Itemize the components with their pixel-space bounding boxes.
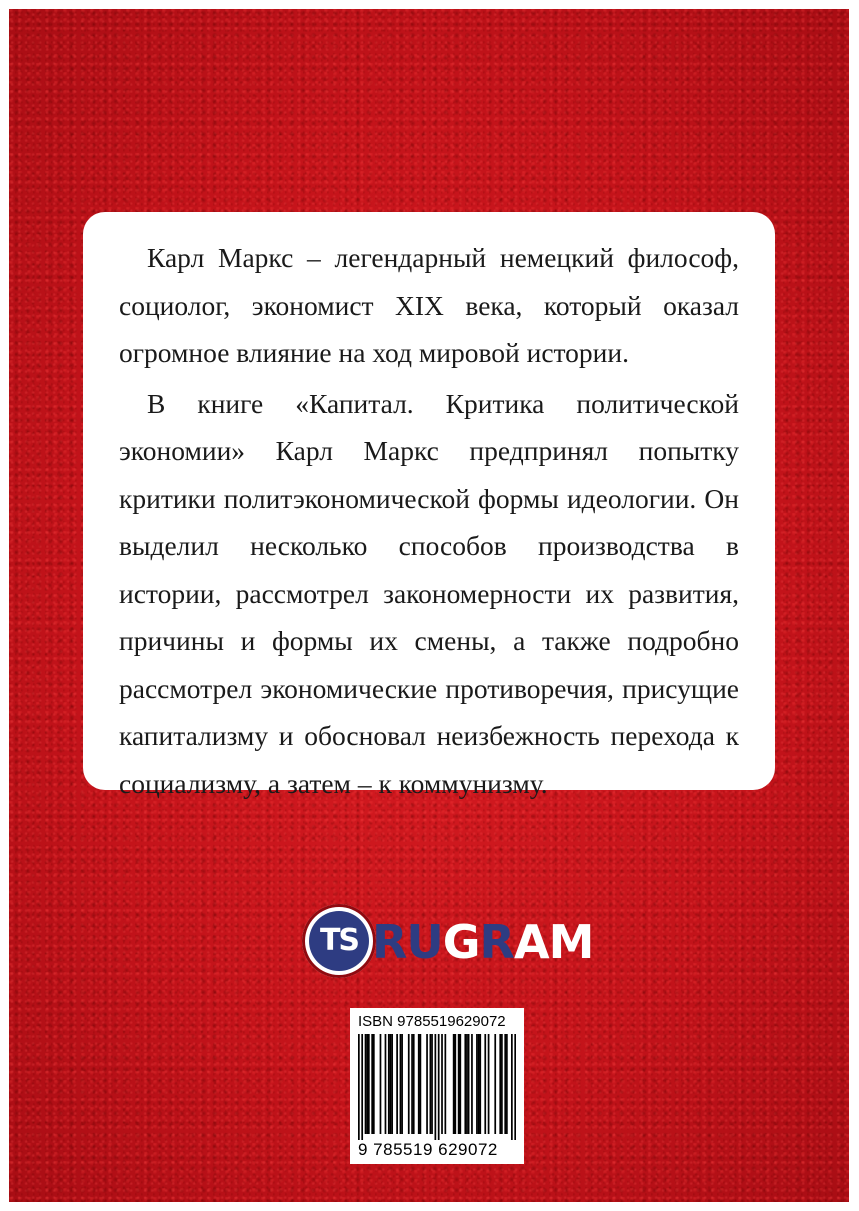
- barcode-bar: [504, 1034, 506, 1134]
- barcode-bar: [476, 1034, 478, 1134]
- red-cover-background: [9, 9, 849, 1202]
- barcode-bar: [435, 1034, 437, 1140]
- barcode-bar: [368, 1034, 370, 1134]
- isbn-barcode-box: [350, 1008, 524, 1164]
- barcode-bar: [484, 1034, 486, 1134]
- barcode-bar: [358, 1034, 360, 1140]
- barcode-bar: [380, 1034, 382, 1134]
- publisher-wordmark: [372, 912, 593, 972]
- barcode-bar: [501, 1034, 503, 1134]
- barcode-bar: [390, 1034, 392, 1134]
- description-card: [83, 212, 775, 799]
- barcode-bar: [371, 1034, 373, 1134]
- barcode-bar: [426, 1034, 428, 1134]
- barcode-bar: [396, 1034, 398, 1134]
- description-paragraph-1: Карл Маркс – легендарный немецкий философ, социолог, экономист XIX века, который оказал огромное влияние на ход мировой истории.: [119, 242, 739, 368]
- wordmark-part-g: G: [442, 915, 480, 969]
- wordmark-part-r: R: [479, 915, 514, 969]
- barcode-bars-icon: [358, 1034, 516, 1140]
- isbn-label: ISBN 9785519629072: [358, 1013, 506, 1030]
- barcode-bar: [488, 1034, 490, 1134]
- barcode-bar: [494, 1034, 496, 1134]
- barcode-bar: [459, 1034, 461, 1134]
- barcode-bar: [411, 1034, 413, 1134]
- barcode-bar: [431, 1034, 433, 1134]
- publisher-badge-letters: TS: [309, 911, 369, 971]
- barcode-bar: [420, 1034, 422, 1134]
- barcode-bar: [499, 1034, 501, 1134]
- barcode-bar: [458, 1034, 460, 1134]
- barcode-bar: [479, 1034, 481, 1134]
- wordmark-part-ru: RU: [372, 915, 443, 969]
- description-paragraph-2: В книге «Капитал. Критика политической экономии» Карл Маркс предпринял попытку критики политэкономической формы идеологии. Он выделил несколько способов производства в истории, рассмотрел закономерности их развития, причины и формы их смены, а также подробно рассмотрел экономические противоречия, присущие капитализму и обосновал неизбежность перехода к социализму, а затем – к коммунизму.: [119, 387, 739, 799]
- barcode-bar: [430, 1034, 432, 1134]
- barcode-bar: [365, 1034, 367, 1134]
- barcode-bar: [408, 1034, 410, 1134]
- publisher-badge-icon: [302, 904, 376, 978]
- barcode-bar: [454, 1034, 456, 1134]
- barcode-bar: [418, 1034, 420, 1134]
- barcode-bar: [385, 1034, 387, 1134]
- publisher-logo: [302, 902, 594, 982]
- barcode-bar: [506, 1034, 508, 1134]
- barcode-bar: [373, 1034, 375, 1134]
- barcode-bar: [413, 1034, 415, 1134]
- barcode-bar: [438, 1034, 440, 1140]
- barcode-bar: [401, 1034, 403, 1134]
- barcode-bar: [361, 1034, 363, 1140]
- barcode-digits: 9 785519 629072: [358, 1140, 498, 1159]
- wordmark-part-am: AM: [513, 915, 594, 969]
- barcode-bar: [478, 1034, 480, 1134]
- barcode-bar: [400, 1034, 402, 1134]
- barcode-bar: [514, 1034, 516, 1140]
- barcode-bar: [366, 1034, 368, 1134]
- barcode-bar: [511, 1034, 513, 1140]
- barcode-bar: [466, 1034, 468, 1134]
- barcode-bar: [388, 1034, 390, 1134]
- barcode-bar: [444, 1034, 446, 1134]
- barcode-bar: [464, 1034, 466, 1134]
- barcode-bar: [471, 1034, 473, 1134]
- barcode-bar: [453, 1034, 455, 1134]
- barcode-bar: [468, 1034, 470, 1134]
- barcode-bar: [391, 1034, 393, 1134]
- barcode-bar: [441, 1034, 443, 1134]
